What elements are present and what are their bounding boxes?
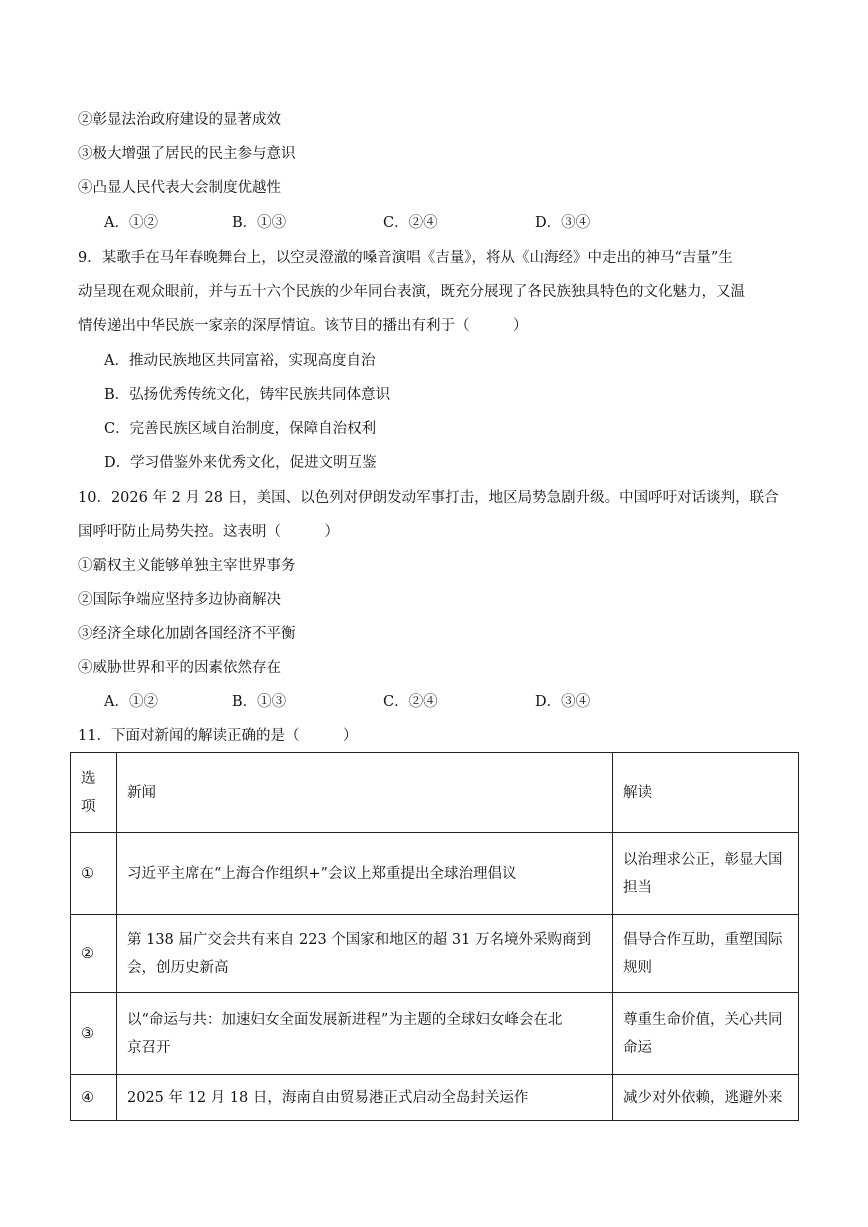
table-header-row <box>71 753 799 833</box>
row-option: ④ <box>71 1075 117 1121</box>
q8-option-b: B．①③ <box>232 215 287 231</box>
q9-option-d: D．学习借鉴外来优秀文化，促进文明互鉴 <box>104 455 377 471</box>
row-interp <box>613 833 799 915</box>
row-news <box>117 993 613 1075</box>
row-news <box>117 1075 613 1121</box>
q8-item-2: ②彰显法治政府建设的显著成效 <box>78 112 281 128</box>
q10-option-d: D．③④ <box>535 694 591 710</box>
row-option: ③ <box>71 993 117 1075</box>
row-news-line: 习近平主席在“上海合作组织+”会议上郑重提出全球治理倡议 <box>127 865 517 882</box>
q10-option-b: B．①③ <box>232 694 287 710</box>
row-interp <box>613 915 799 993</box>
table-row <box>71 915 799 993</box>
row-news-line: 2025 年 12 月 18 日，海南自由贸易港正式启动全岛封关运作 <box>127 1089 529 1106</box>
q9-option-c: C．完善民族区域自治制度，保障自治权利 <box>104 421 377 437</box>
row-interp-line: 命运 <box>623 1039 652 1056</box>
row-interp <box>613 1075 799 1121</box>
row-interp-line: 倡导合作互助，重塑国际 <box>623 931 783 948</box>
row-news <box>117 915 613 993</box>
header-option-cell <box>71 753 117 833</box>
row-interp <box>613 993 799 1075</box>
q9-stem-line-1: 9．某歌手在马年春晚舞台上，以空灵澄澈的嗓音演唱《吉量》，将从《山海经》中走出的神马“吉量”生 <box>78 250 733 266</box>
table-row <box>71 993 799 1075</box>
row-news <box>117 833 613 915</box>
header-option-label-2: 项 <box>81 798 96 815</box>
q10-option-a: A．①② <box>104 694 158 710</box>
header-interp-cell: 解读 <box>613 753 799 833</box>
q10-item-1: ①霸权主义能够单独主宰世界事务 <box>78 558 296 574</box>
row-interp-line: 减少对外依赖，逃避外来 <box>623 1089 783 1106</box>
q9-option-a: A．推动民族地区共同富裕，实现高度自治 <box>104 353 376 369</box>
row-interp-line: 担当 <box>623 879 652 896</box>
q8-option-d: D．③④ <box>535 215 591 231</box>
q9-option-b: B．弘扬优秀传统文化，铸牢民族共同体意识 <box>104 387 391 403</box>
q10-item-4: ④威胁世界和平的因素依然存在 <box>78 660 281 676</box>
q9-stem-line-3: 情传递出中华民族一家亲的深厚情谊。该节目的播出有利于（ ） <box>78 318 528 334</box>
row-interp-line: 尊重生命价值，关心共同 <box>623 1011 783 1028</box>
row-interp-line: 规则 <box>623 959 652 976</box>
row-option: ① <box>71 833 117 915</box>
header-option-label-1: 选 <box>81 770 96 787</box>
row-news-line: 以“命运与共：加速妇女全面发展新进程”为主题的全球妇女峰会在北 <box>127 1011 563 1028</box>
q8-option-a: A．①② <box>104 215 158 231</box>
q10-stem-line-2: 国呼吁防止局势失控。这表明（ ） <box>78 524 339 540</box>
row-interp-line: 以治理求公正，彰显大国 <box>623 851 783 868</box>
q10-item-2: ②国际争端应坚持多边协商解决 <box>78 592 281 608</box>
q8-item-4: ④凸显人民代表大会制度优越性 <box>78 180 281 196</box>
q11-stem: 11．下面对新闻的解读正确的是（ ） <box>78 728 358 744</box>
q8-option-c: C．②④ <box>383 215 438 231</box>
q9-stem-line-2: 动呈现在观众眼前，并与五十六个民族的少年同台表演，既充分展现了各民族独具特色的文化魅力，又温 <box>78 284 745 300</box>
row-news-line: 第 138 届广交会共有来自 223 个国家和地区的超 31 万名境外采购商到 <box>127 931 591 948</box>
header-news-cell: 新闻 <box>117 753 613 833</box>
table-row <box>71 833 799 915</box>
row-option: ② <box>71 915 117 993</box>
q10-item-3: ③经济全球化加剧各国经济不平衡 <box>78 626 296 642</box>
q10-option-c: C．②④ <box>383 694 438 710</box>
q10-stem-line-1: 10．2026 年 2 月 28 日，美国、以色列对伊朗发动军事打击，地区局势急剧升级。中国呼吁对话谈判，联合 <box>78 490 779 506</box>
table-row <box>71 1075 799 1121</box>
news-table <box>70 752 799 1121</box>
row-news-line: 会，创历史新高 <box>127 959 229 976</box>
q8-item-3: ③极大增强了居民的民主参与意识 <box>78 146 296 162</box>
row-news-line: 京召开 <box>127 1039 171 1056</box>
